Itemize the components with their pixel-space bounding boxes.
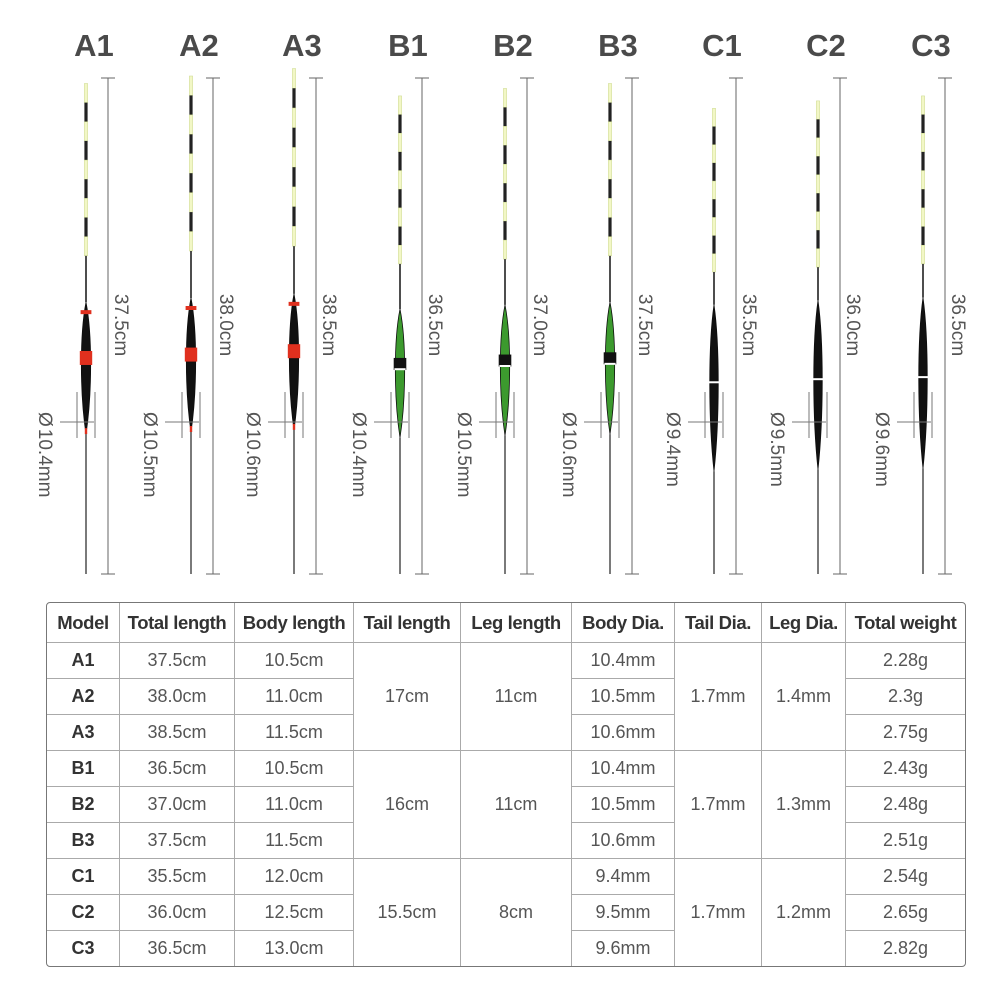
body-band-small bbox=[186, 306, 197, 310]
float-length-label: 38.0cm bbox=[215, 293, 236, 357]
tip-segment bbox=[84, 160, 87, 179]
diameter-value: 10.4mm bbox=[348, 428, 369, 498]
float-model-title: A2 bbox=[179, 28, 219, 63]
diameter-value: 10.6mm bbox=[242, 428, 263, 498]
header-body-dia: Body Dia. bbox=[572, 603, 675, 643]
tip-segment bbox=[816, 193, 819, 211]
tip-segment bbox=[816, 119, 819, 137]
diameter-label bbox=[766, 412, 787, 487]
body-band bbox=[185, 348, 197, 362]
tip-segment bbox=[503, 145, 506, 164]
cell-total-length: 37.5cm bbox=[120, 643, 235, 679]
tip-segment bbox=[921, 227, 924, 246]
cell-body-length: 10.5cm bbox=[235, 751, 354, 787]
body-band-line bbox=[604, 363, 615, 365]
tip-segment bbox=[712, 199, 715, 217]
tip-segment bbox=[503, 202, 506, 221]
cell-leg-length: 11cm bbox=[461, 751, 572, 859]
float-b2 bbox=[453, 28, 550, 574]
tip-segment bbox=[921, 152, 924, 171]
tip-segment bbox=[292, 147, 295, 167]
body-band bbox=[499, 355, 512, 367]
cell-tail-length: 16cm bbox=[354, 751, 461, 859]
header-total-length: Total length bbox=[120, 603, 235, 643]
diameter-value: 10.5mm bbox=[453, 428, 474, 498]
float-length-label: 37.0cm bbox=[529, 293, 550, 357]
tip-segment bbox=[816, 101, 819, 119]
body-band bbox=[80, 351, 92, 365]
diameter-value: 10.6mm bbox=[558, 428, 579, 498]
cell-total-weight: 2.65g bbox=[846, 895, 965, 931]
float-a3 bbox=[242, 28, 339, 574]
cell-total-weight: 2.48g bbox=[846, 787, 965, 823]
tip-segment bbox=[292, 108, 295, 128]
float-body bbox=[710, 305, 719, 471]
float-c2 bbox=[766, 28, 863, 574]
cell-total-length: 37.0cm bbox=[120, 787, 235, 823]
cell-total-weight: 2.75g bbox=[846, 715, 965, 751]
float-length-label: 37.5cm bbox=[110, 293, 131, 357]
float-model-title: A3 bbox=[282, 28, 322, 63]
table-row bbox=[47, 859, 965, 895]
tip-segment bbox=[398, 208, 401, 227]
diameter-label bbox=[558, 412, 579, 497]
body-band-tip bbox=[293, 424, 295, 430]
tip-segment bbox=[712, 163, 715, 181]
tip-segment bbox=[189, 134, 192, 153]
diameter-symbol: Ø bbox=[662, 412, 683, 427]
float-body bbox=[395, 309, 404, 438]
tip-segment bbox=[84, 218, 87, 237]
float-model-title: C1 bbox=[702, 28, 742, 63]
tip-segment bbox=[189, 173, 192, 192]
float-model-title: B3 bbox=[598, 28, 638, 63]
diameter-label bbox=[871, 412, 892, 487]
cell-total-weight: 2.51g bbox=[846, 823, 965, 859]
tip-segment bbox=[608, 83, 611, 102]
tip-segment bbox=[921, 208, 924, 227]
tip-segment bbox=[921, 133, 924, 152]
tip-segment bbox=[921, 189, 924, 208]
cell-body-dia: 10.4mm bbox=[572, 643, 675, 679]
cell-body-dia: 10.6mm bbox=[572, 715, 675, 751]
tip-segment bbox=[921, 171, 924, 190]
tip-segment bbox=[398, 152, 401, 171]
float-model-title: B1 bbox=[388, 28, 428, 63]
diameter-value: 10.5mm bbox=[139, 428, 160, 498]
tip-segment bbox=[189, 212, 192, 231]
cell-leg-length: 8cm bbox=[461, 859, 572, 966]
cell-model: A1 bbox=[47, 643, 120, 679]
tip-segment bbox=[292, 88, 295, 108]
cell-model: B1 bbox=[47, 751, 120, 787]
tip-segment bbox=[84, 179, 87, 198]
body-band-tip bbox=[85, 428, 87, 434]
diameter-value: 10.4mm bbox=[34, 428, 55, 498]
header-leg-length: Leg length bbox=[461, 603, 572, 643]
tip-segment bbox=[84, 141, 87, 160]
tip-segment bbox=[398, 227, 401, 246]
float-a2 bbox=[139, 28, 236, 574]
float-body bbox=[186, 298, 195, 432]
cell-model: A2 bbox=[47, 679, 120, 715]
tip-segment bbox=[503, 183, 506, 202]
tip-segment bbox=[816, 175, 819, 193]
tip-segment bbox=[292, 69, 295, 89]
tip-segment bbox=[921, 96, 924, 115]
cell-leg-dia: 1.4mm bbox=[762, 643, 846, 751]
body-band-tip bbox=[190, 426, 192, 432]
header-tail-length: Tail length bbox=[354, 603, 461, 643]
cell-tail-dia: 1.7mm bbox=[675, 751, 762, 859]
cell-total-weight: 2.82g bbox=[882, 938, 929, 958]
tip-segment bbox=[398, 115, 401, 134]
cell-model: B2 bbox=[47, 787, 120, 823]
diameter-value: 9.4mm bbox=[662, 428, 683, 487]
header-total-weight: Total weight bbox=[846, 603, 965, 643]
float-b1 bbox=[348, 28, 445, 574]
tip-segment bbox=[608, 237, 611, 256]
cell-body-length: 10.5cm bbox=[235, 643, 354, 679]
tip-segment bbox=[816, 212, 819, 230]
cell-body-dia: 9.4mm bbox=[572, 859, 675, 895]
float-body bbox=[500, 305, 509, 436]
tip-segment bbox=[84, 122, 87, 141]
cell-total-length: 37.5cm bbox=[120, 823, 235, 859]
tip-segment bbox=[292, 128, 295, 148]
tip-segment bbox=[398, 189, 401, 208]
cell-body-length: 12.0cm bbox=[235, 859, 354, 895]
float-length-label: 36.5cm bbox=[424, 293, 445, 357]
diameter-symbol: Ø bbox=[871, 412, 892, 427]
float-model-title: B2 bbox=[493, 28, 533, 63]
float-body bbox=[605, 302, 614, 434]
cell-model: C1 bbox=[47, 859, 120, 895]
tip-segment bbox=[608, 198, 611, 217]
tip-segment bbox=[712, 236, 715, 254]
diameter-value: 9.6mm bbox=[871, 428, 892, 487]
diameter-label bbox=[348, 412, 369, 497]
tip-segment bbox=[84, 198, 87, 217]
tip-segment bbox=[189, 76, 192, 95]
body-band-small bbox=[81, 310, 92, 314]
cell-model: B3 bbox=[47, 823, 120, 859]
float-length-label: 38.5cm bbox=[318, 293, 339, 357]
header-leg-dia: Leg Dia. bbox=[762, 603, 846, 643]
diameter-label bbox=[662, 412, 683, 487]
cell-tail-dia: 1.7mm bbox=[675, 859, 762, 966]
cell-body-dia: 9.5mm bbox=[572, 895, 675, 931]
header-body-length: Body length bbox=[235, 603, 354, 643]
tip-segment bbox=[712, 217, 715, 235]
float-body bbox=[81, 302, 90, 434]
tip-segment bbox=[712, 254, 715, 272]
float-length-label: 36.0cm bbox=[842, 293, 863, 357]
tip-segment bbox=[608, 103, 611, 122]
tip-segment bbox=[608, 179, 611, 198]
cell-total-weight: 2.54g bbox=[846, 859, 965, 895]
cell-tail-length: 17cm bbox=[354, 643, 461, 751]
cell-total-length: 36.5cm bbox=[120, 931, 235, 966]
tip-segment bbox=[189, 154, 192, 173]
cell-total-weight: 2.28g bbox=[846, 643, 965, 679]
tip-segment bbox=[84, 103, 87, 122]
tip-segment bbox=[398, 245, 401, 264]
tip-segment bbox=[292, 187, 295, 207]
cell-body-length: 12.5cm bbox=[235, 895, 354, 931]
tip-segment bbox=[712, 127, 715, 145]
cell-body-length: 11.0cm bbox=[235, 679, 354, 715]
cell-total-length: 38.0cm bbox=[120, 679, 235, 715]
tip-segment bbox=[189, 232, 192, 251]
tip-segment bbox=[503, 107, 506, 126]
tip-segment bbox=[712, 145, 715, 163]
float-c1 bbox=[662, 28, 759, 574]
tip-segment bbox=[398, 96, 401, 115]
tip-segment bbox=[503, 88, 506, 107]
tip-segment bbox=[816, 138, 819, 156]
tip-segment bbox=[503, 164, 506, 183]
diameter-label bbox=[139, 412, 160, 497]
cell-body-dia: 10.5mm bbox=[572, 787, 675, 823]
cell-body-length: 13.0cm bbox=[235, 931, 354, 966]
cell-model: C2 bbox=[47, 895, 120, 931]
tip-segment bbox=[189, 193, 192, 212]
body-band bbox=[708, 381, 720, 383]
tip-segment bbox=[84, 83, 87, 102]
cell-body-dia: 10.5mm bbox=[572, 679, 675, 715]
cell-model: C3 bbox=[47, 931, 120, 966]
tip-segment bbox=[503, 221, 506, 240]
body-band-line bbox=[394, 368, 405, 370]
cell-total-length: 36.0cm bbox=[120, 895, 235, 931]
cell-leg-length: 11cm bbox=[461, 643, 572, 751]
float-model-title: A1 bbox=[74, 28, 114, 63]
tip-segment bbox=[816, 156, 819, 174]
float-a1 bbox=[34, 28, 131, 574]
tip-segment bbox=[503, 240, 506, 259]
float-c3 bbox=[871, 28, 968, 574]
cell-body-length: 11.5cm bbox=[235, 823, 354, 859]
cell-body-dia: 9.6mm bbox=[572, 931, 675, 966]
float-length-label: 37.5cm bbox=[634, 293, 655, 357]
tip-segment bbox=[503, 126, 506, 145]
cell-leg-dia: 1.2mm bbox=[762, 859, 846, 966]
cell-leg-dia: 1.3mm bbox=[762, 751, 846, 859]
body-band bbox=[604, 352, 617, 364]
float-length-label: 36.5cm bbox=[947, 293, 968, 357]
cell-model: A3 bbox=[47, 715, 120, 751]
float-body bbox=[919, 298, 928, 469]
table-header-row bbox=[47, 603, 965, 643]
tip-segment bbox=[189, 115, 192, 134]
tip-segment bbox=[712, 181, 715, 199]
tip-segment bbox=[398, 133, 401, 152]
body-band-line bbox=[499, 365, 510, 367]
cell-body-length: 11.5cm bbox=[235, 715, 354, 751]
float-body bbox=[814, 300, 823, 469]
cell-total-weight: 2.43g bbox=[846, 751, 965, 787]
diameter-symbol: Ø bbox=[558, 412, 579, 427]
diameter-symbol: Ø bbox=[348, 412, 369, 427]
float-body bbox=[289, 294, 298, 430]
cell-tail-dia: 1.7mm bbox=[675, 643, 762, 751]
cell-body-dia: 10.6mm bbox=[572, 823, 675, 859]
header-tail-dia: Tail Dia. bbox=[675, 603, 762, 643]
diameter-symbol: Ø bbox=[453, 412, 474, 427]
diameter-label bbox=[34, 412, 55, 497]
table-row bbox=[47, 643, 965, 679]
tip-segment bbox=[292, 167, 295, 187]
body-band-small bbox=[289, 302, 300, 306]
tip-segment bbox=[921, 245, 924, 264]
diameter-symbol: Ø bbox=[242, 412, 263, 427]
tip-segment bbox=[816, 230, 819, 248]
body-band bbox=[917, 376, 929, 378]
diameter-symbol: Ø bbox=[34, 412, 55, 427]
cell-body-dia: 10.4mm bbox=[572, 751, 675, 787]
tip-segment bbox=[292, 226, 295, 246]
float-model-title: C3 bbox=[911, 28, 951, 63]
tip-segment bbox=[84, 237, 87, 256]
tip-segment bbox=[292, 207, 295, 227]
tip-segment bbox=[608, 160, 611, 179]
cell-tail-length: 15.5cm bbox=[354, 859, 461, 966]
cell-total-length: 36.5cm bbox=[120, 751, 235, 787]
diameter-label bbox=[453, 412, 474, 497]
float-b3 bbox=[558, 28, 655, 574]
diameter-value: 9.5mm bbox=[766, 428, 787, 487]
cell-total-weight: 2.3g bbox=[846, 679, 965, 715]
header-model: Model bbox=[47, 603, 120, 643]
body-band bbox=[394, 358, 407, 370]
tip-segment bbox=[608, 218, 611, 237]
spec-table bbox=[46, 602, 966, 967]
diameter-symbol: Ø bbox=[766, 412, 787, 427]
tip-segment bbox=[921, 115, 924, 134]
cell-total-length: 38.5cm bbox=[120, 715, 235, 751]
cell-total-length: 35.5cm bbox=[120, 859, 235, 895]
float-length-label: 35.5cm bbox=[738, 293, 759, 357]
tip-segment bbox=[608, 141, 611, 160]
body-band bbox=[288, 344, 300, 358]
body-band bbox=[812, 378, 824, 380]
tip-segment bbox=[816, 249, 819, 267]
tip-segment bbox=[398, 171, 401, 190]
tip-segment bbox=[608, 122, 611, 141]
diameter-label bbox=[242, 412, 263, 497]
diameter-symbol: Ø bbox=[139, 412, 160, 427]
tip-segment bbox=[712, 108, 715, 126]
tip-segment bbox=[189, 95, 192, 114]
cell-body-length: 11.0cm bbox=[235, 787, 354, 823]
table-row bbox=[47, 751, 965, 787]
float-model-title: C2 bbox=[806, 28, 846, 63]
